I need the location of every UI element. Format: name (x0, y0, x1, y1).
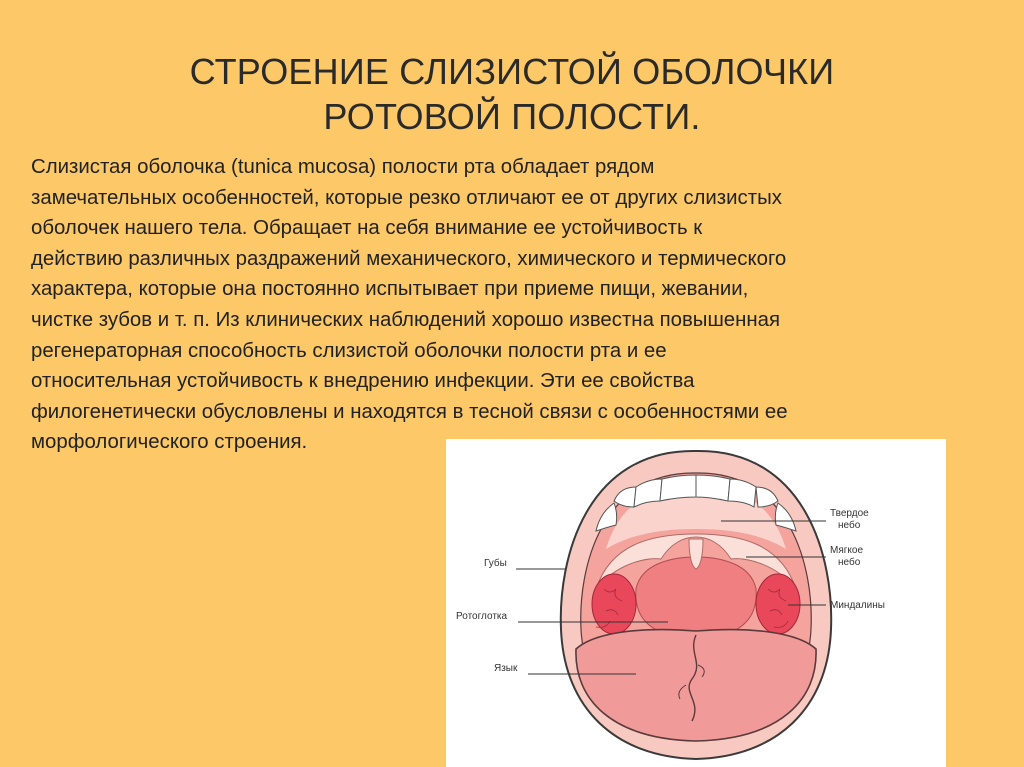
paragraph-line: характера, которые она постоянно испытывает при приеме пищи, жевании, (31, 278, 749, 301)
paragraph-line: чистке зубов и т. п. Из клинических наблюдений хорошо известна повышенная (31, 308, 781, 331)
body-paragraph (31, 152, 1006, 458)
paragraph-line: Слизистая оболочка (tunica mucosa) полости рта обладает рядом (31, 156, 655, 178)
label-soft-palate-1: Мягкое (830, 545, 864, 556)
label-tonsils: Миндалины (830, 600, 885, 611)
mouth-diagram (446, 439, 946, 767)
paragraph-line: морфологического строения. (31, 431, 308, 454)
paragraph-line: относительная устойчивость к внедрению инфекции. Эти ее свойства (31, 370, 695, 393)
label-oropharynx: Ротоглотка (456, 611, 508, 622)
label-hard-palate-2: небо (838, 520, 861, 531)
tonsil-right (756, 574, 800, 634)
mouth-diagram-svg (446, 439, 946, 767)
label-soft-palate-2: небо (838, 557, 861, 568)
paragraph-line: замечательных особенностей, которые резко отличают ее от других слизистых (31, 186, 782, 209)
title-line-1: СТРОЕНИЕ СЛИЗИСТОЙ ОБОЛОЧКИ (189, 51, 835, 92)
tonsil-left (592, 574, 636, 634)
label-tongue: Язык (494, 663, 518, 674)
paragraph-line: действию различных раздражений механического, химического и термического (31, 247, 787, 270)
label-hard-palate-1: Твердое (830, 508, 869, 519)
paragraph-line: оболочек нашего тела. Обращает на себя внимание ее устойчивость к (31, 217, 703, 240)
slide-title (112, 49, 912, 139)
paragraph-line: филогенетически обусловлены и находятся в тесной связи с особенностями ее (31, 400, 788, 423)
paragraph-line: регенераторная способность слизистой оболочки полости рта и ее (31, 339, 667, 362)
label-lips: Губы (484, 558, 507, 569)
title-line-2: РОТОВОЙ ПОЛОСТИ. (323, 96, 701, 137)
